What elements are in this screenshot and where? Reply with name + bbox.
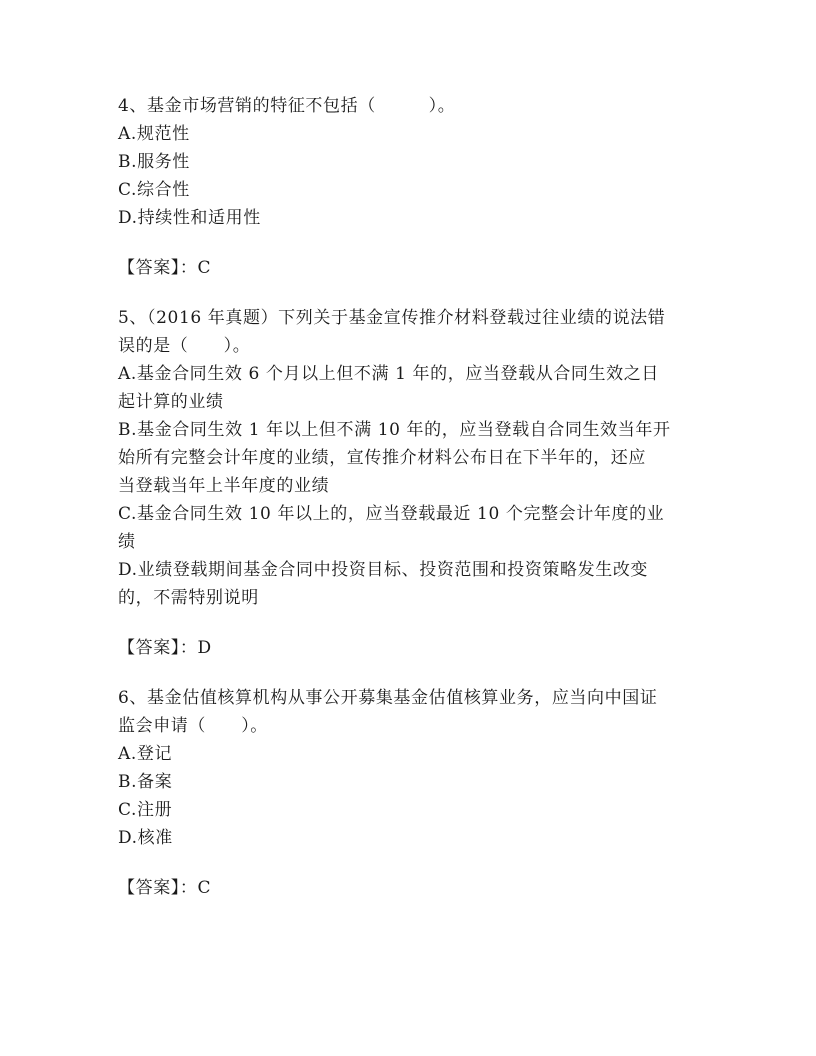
option-d-continued: 的，不需特别说明 [118,588,259,608]
option-c: C.综合性 [118,180,190,200]
option-b-continued: 始所有完整会计年度的业绩，宣传推介材料公布日在下半年的，还应 [118,448,646,468]
document-page [118,92,708,924]
option-b: B.服务性 [118,152,190,172]
question-6 [118,684,708,902]
option-a: A.登记 [118,744,173,764]
option-b: B.备案 [118,772,173,792]
option-d: D.核准 [118,828,173,848]
answer-line: 【答案】：C [118,878,212,898]
option-c: C.注册 [118,800,173,820]
question-stem: 4、基金市场营销的特征不包括（ ）。 [118,96,456,116]
question-5 [118,304,708,662]
option-a: A.规范性 [118,124,190,144]
option-a-continued: 起计算的业绩 [118,392,224,412]
answer-line: 【答案】：C [118,258,212,278]
option-c: C.基金合同生效 10 年以上的，应当登载最近 10 个完整会计年度的业 [118,504,665,524]
option-a: A.基金合同生效 6 个月以上但不满 1 年的，应当登载从合同生效之日 [118,364,659,384]
question-stem-continued: 误的是（ ）。 [118,336,251,356]
question-stem: 6、基金估值核算机构从事公开募集基金估值核算业务，应当向中国证 [118,688,658,708]
option-d: D.业绩登载期间基金合同中投资目标、投资范围和投资策略发生改变 [118,560,649,580]
question-stem: 5、（2016 年真题）下列关于基金宣传推介材料登载过往业绩的说法错 [118,308,666,328]
answer-line: 【答案】：D [118,638,212,658]
option-c-continued: 绩 [118,532,136,552]
option-d: D.持续性和适用性 [118,208,261,228]
option-b: B.基金合同生效 1 年以上但不满 10 年的，应当登载自合同生效当年开 [118,420,671,440]
question-stem-continued: 监会申请（ ）。 [118,716,268,736]
option-b-continued: 当登载当年上半年度的业绩 [118,476,330,496]
question-4 [118,92,708,282]
